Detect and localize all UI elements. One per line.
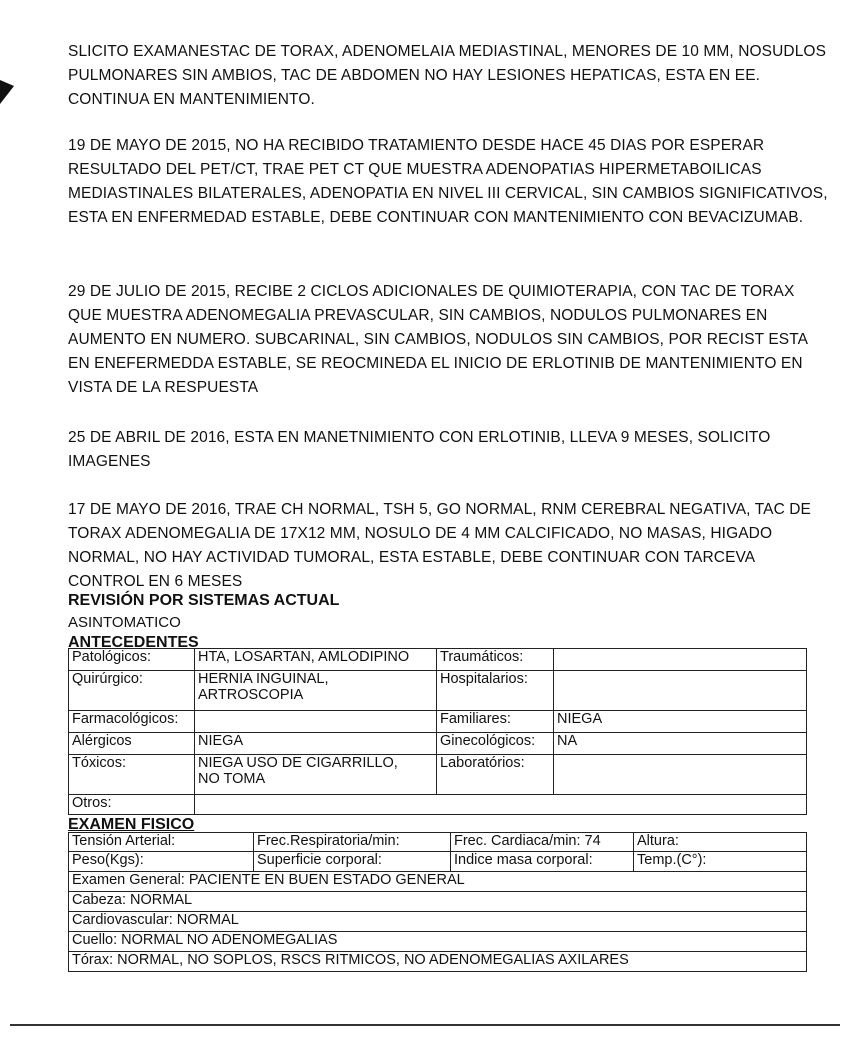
ginecologicos-label: Ginecológicos: (437, 733, 554, 755)
note-paragraph-4: 25 DE ABRIL DE 2016, ESTA EN MANETNIMIENTO CON ERLOTINIB, LLEVA 9 MESES, SOLICITO IMAGENES (68, 429, 771, 470)
alergicos-label: Alérgicos (69, 733, 195, 755)
table-row (69, 711, 807, 733)
traumaticos-label: Traumáticos: (437, 649, 554, 671)
page-bottom-rule (10, 1024, 840, 1026)
antecedentes-table (68, 648, 807, 815)
review-value: ASINTOMATICO (68, 614, 181, 631)
otros-value (195, 795, 807, 815)
table-row (69, 833, 807, 852)
table-row (69, 892, 807, 912)
otros-label: Otros: (69, 795, 195, 815)
torax: Tórax: NORMAL, NO SOPLOS, RSCS RITMICOS, NO ADENOMEGALIAS AXILARES (69, 952, 807, 972)
quirurgico-value-line-2: ARTROSCOPIA (198, 687, 304, 703)
quirurgico-value (195, 671, 437, 711)
frec-cardiaca: Frec. Cardiaca/min: 74 (451, 833, 634, 852)
hospitalarios-value (554, 671, 807, 711)
table-row (69, 852, 807, 872)
table-row (69, 671, 807, 711)
toxicos-value-line-2: NO TOMA (198, 771, 266, 787)
cabeza: Cabeza: NORMAL (69, 892, 807, 912)
laboratorios-value (554, 755, 807, 795)
alergicos-value: NIEGA (195, 733, 437, 755)
note-paragraph-2: 19 DE MAYO DE 2015, NO HA RECIBIDO TRATAMIENTO DESDE HACE 45 DIAS POR ESPERAR RESULTADO DEL PET/CT, TRAE PET CT QUE MUESTRA ADENOPATIAS HIPERMETABOILICAS MEDIASTINALES BILATERALES, ADENOPATIA EN NIVEL III CERVICAL, SIN CAMBIOS SIGNIFICATIVOS, ESTA EN ENFERMEDAD ESTABLE, DEBE CONTINUAR CON MANTENIMIENTO CON BEVACIZUMAB. (68, 137, 828, 226)
table-row (69, 755, 807, 795)
cardiovascular: Cardiovascular: NORMAL (69, 912, 807, 932)
familiares-label: Familiares: (437, 711, 554, 733)
toxicos-value-line-1: NIEGA USO DE CIGARRILLO, (198, 755, 398, 771)
traumaticos-value (554, 649, 807, 671)
table-row (69, 932, 807, 952)
tension-arterial: Tensión Arterial: (69, 833, 254, 852)
review-heading: REVISIÓN POR SISTEMAS ACTUAL (68, 592, 340, 609)
superficie-corporal: Superficie corporal: (254, 852, 451, 872)
note-paragraph-3: 29 DE JULIO DE 2015, RECIBE 2 CICLOS ADICIONALES DE QUIMIOTERAPIA, CON TAC DE TORAX QUE MUESTRA ADENOMEGALIA PREVASCULAR, SIN CAMBIOS, NODULOS PULMONARES EN AUMENTO EN NUMERO. SUBCARINAL, SIN CAMBIOS, NODULOS SIN CAMBIOS, POR RECIST ESTA EN ENEFERMEDDA ESTABLE, SE REOCMINEDA EL INICIO DE ERLOTINIB DE MANTENIMIENTO EN VISTA DE LA RESPUESTA (68, 283, 808, 396)
quirurgico-label: Quirúrgico: (69, 671, 195, 711)
farmacologicos-value (195, 711, 437, 733)
table-row (69, 872, 807, 892)
patologicos-label: Patológicos: (69, 649, 195, 671)
antecedentes-heading: ANTECEDENTES (68, 634, 199, 651)
examen-heading: EXAMEN FISICO (68, 816, 195, 833)
ginecologicos-value: NA (554, 733, 807, 755)
table-row (69, 952, 807, 972)
peso: Peso(Kgs): (69, 852, 254, 872)
toxicos-label: Tóxicos: (69, 755, 195, 795)
frec-respiratoria: Frec.Respiratoria/min: (254, 833, 451, 852)
note-paragraph-5: 17 DE MAYO DE 2016, TRAE CH NORMAL, TSH 5, GO NORMAL, RNM CEREBRAL NEGATIVA, TAC DE TORAX ADENOMEGALIA DE 17X12 MM, NOSULO DE 4 MM CALCIFICADO, NO MASAS, HIGADO NORMAL, NO HAY ACTIVIDAD TUMORAL, ESTA ESTABLE, DEBE CONTINUAR CON TARCEVA CONTROL EN 6 MESES (68, 501, 811, 590)
temperatura: Temp.(C°): (634, 852, 807, 872)
quirurgico-value-line-1: HERNIA INGUINAL, (198, 671, 329, 687)
hospitalarios-label: Hospitalarios: (437, 671, 554, 711)
altura: Altura: (634, 833, 807, 852)
margin-arrow-mark (0, 80, 14, 104)
familiares-value: NIEGA (554, 711, 807, 733)
laboratorios-label: Laboratórios: (437, 755, 554, 795)
farmacologicos-label: Farmacológicos: (69, 711, 195, 733)
indice-masa-corporal: Indice masa corporal: (451, 852, 634, 872)
cuello: Cuello: NORMAL NO ADENOMEGALIAS (69, 932, 807, 952)
patologicos-value: HTA, LOSARTAN, AMLODIPINO (195, 649, 437, 671)
examen-table (68, 832, 807, 972)
table-row (69, 649, 807, 671)
table-row (69, 733, 807, 755)
table-row (69, 795, 807, 815)
examen-general: Examen General: PACIENTE EN BUEN ESTADO GENERAL (69, 872, 807, 892)
toxicos-value (195, 755, 437, 795)
table-row (69, 912, 807, 932)
note-paragraph-1: SLICITO EXAMANESTAC DE TORAX, ADENOMELAIA MEDIASTINAL, MENORES DE 10 MM, NOSUDLOS PULMONARES SIN AMBIOS, TAC DE ABDOMEN NO HAY LESIONES HEPATICAS, ESTA EN EE. CONTINUA EN MANTENIMIENTO. (68, 43, 827, 108)
